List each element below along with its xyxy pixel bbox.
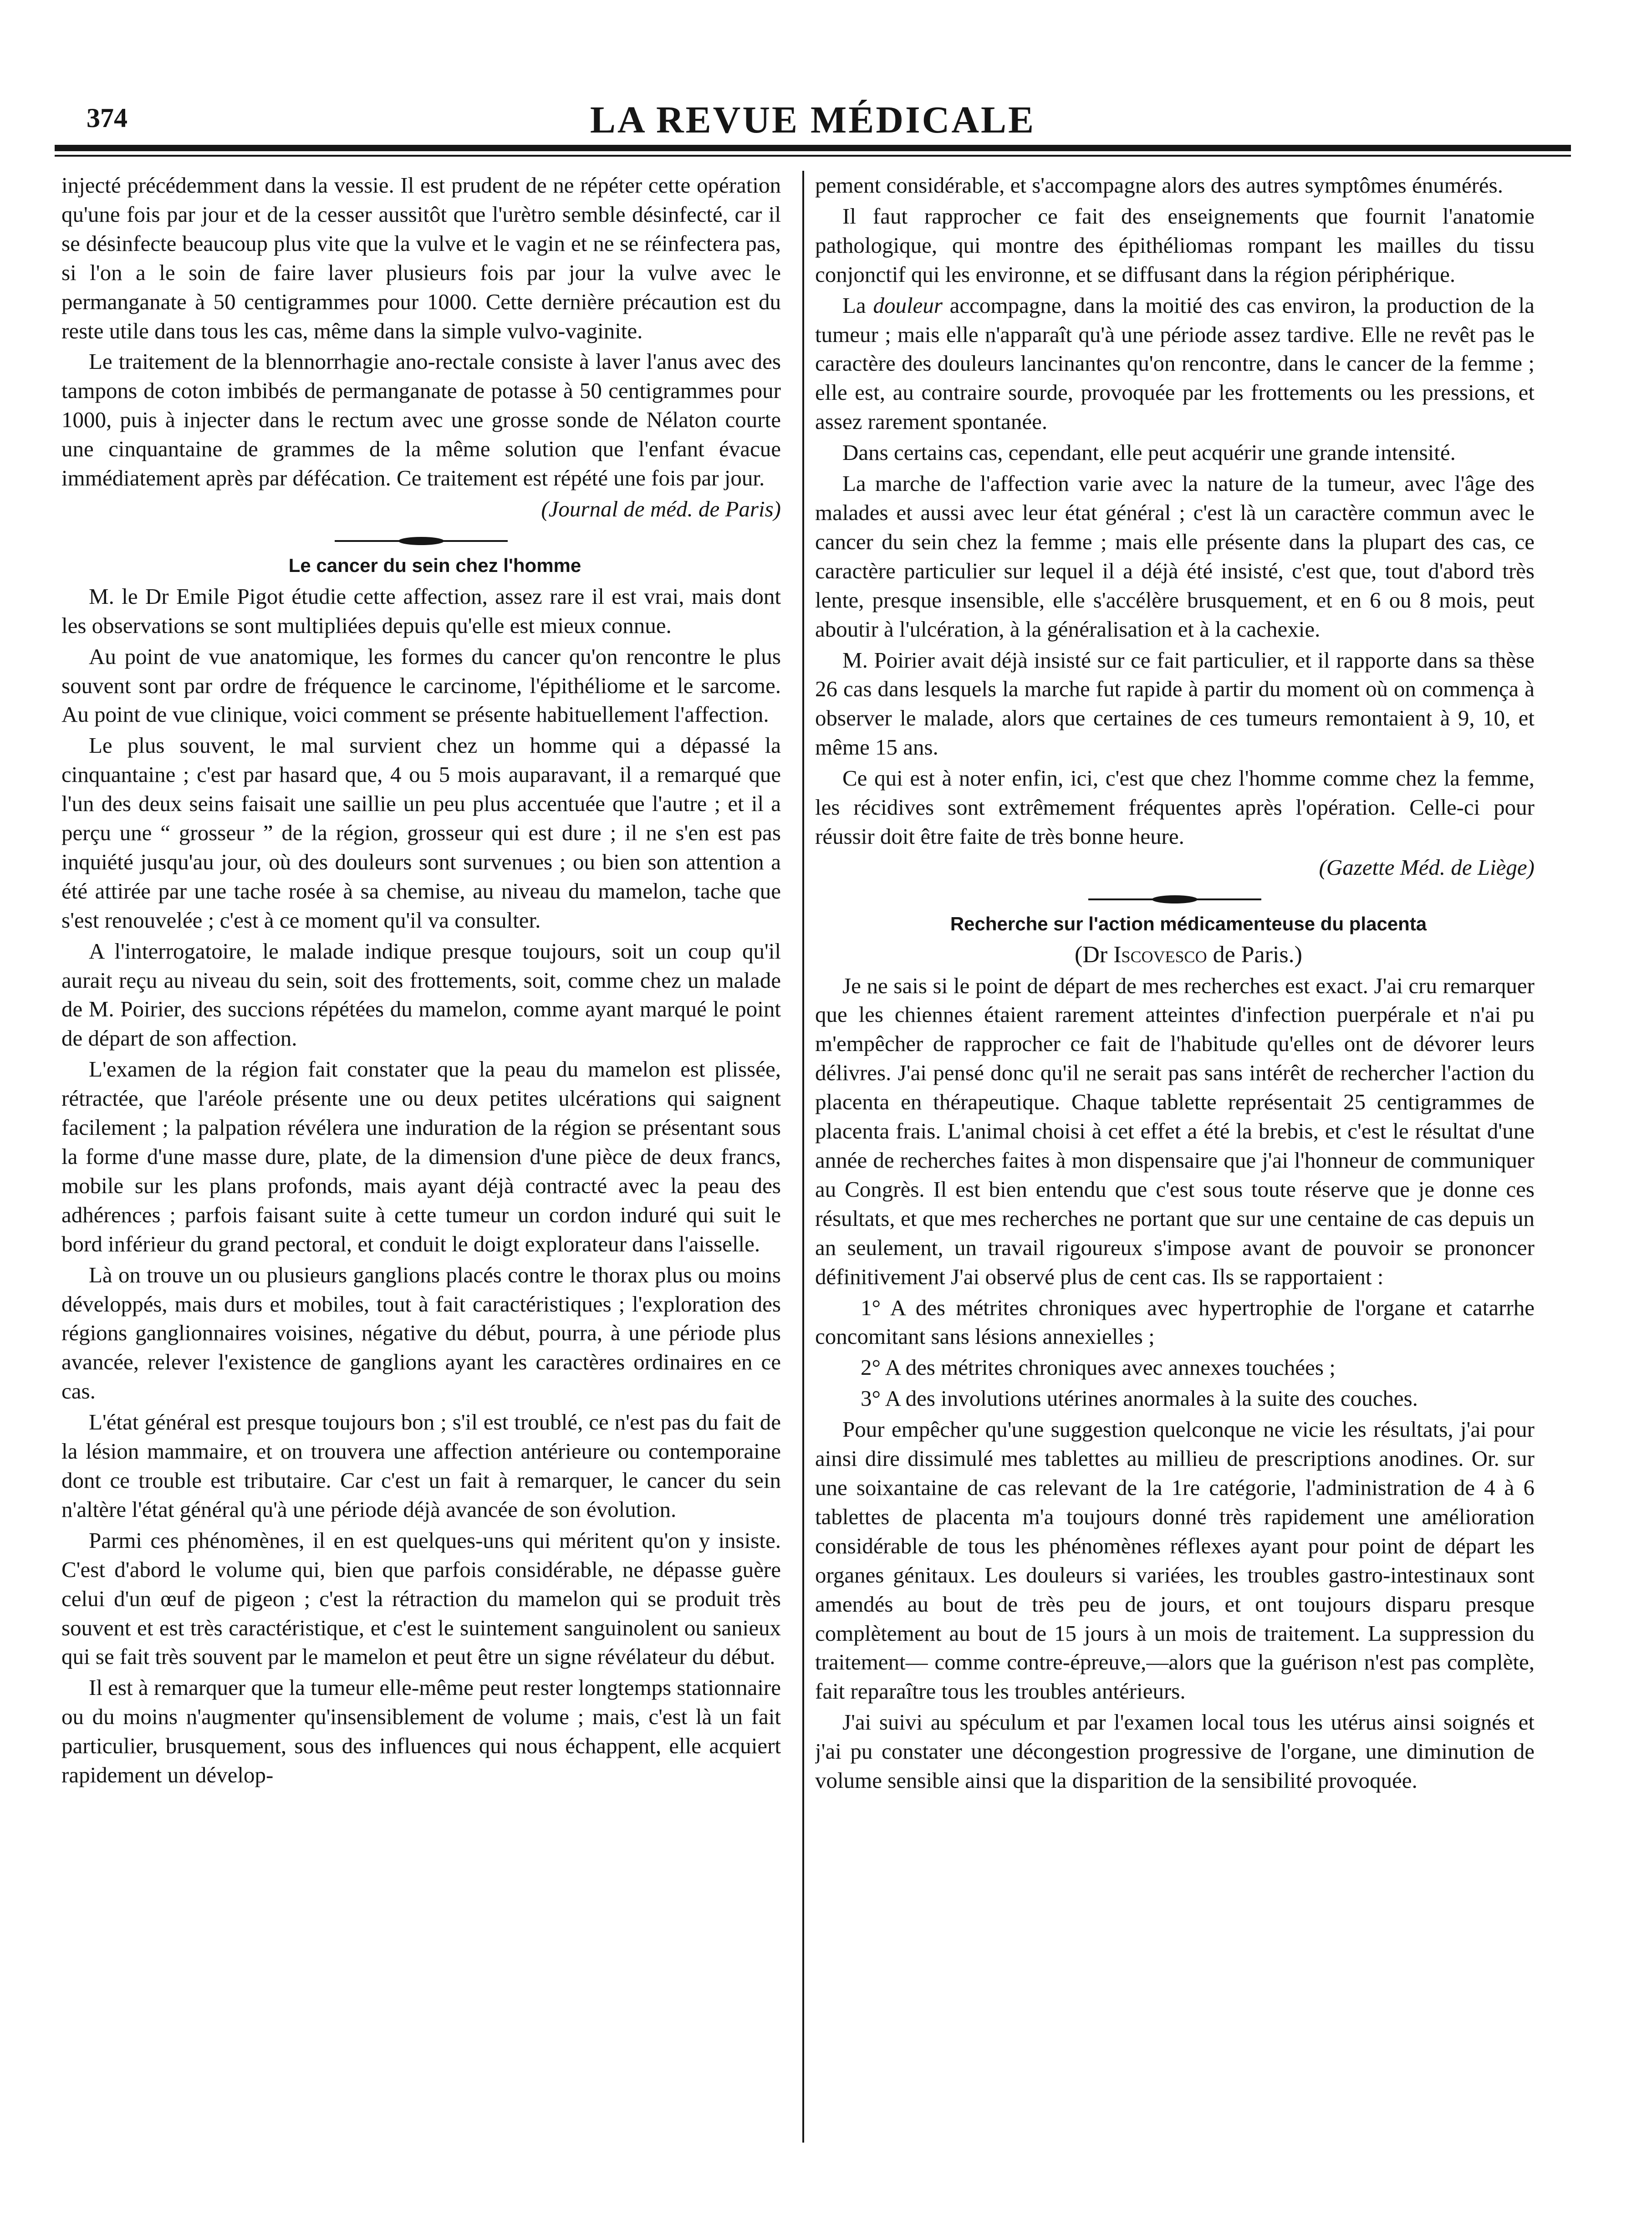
paragraph: Le plus souvent, le mal survient chez un homme qui a dépassé la cinquantaine ; c'est par hasard que, 4 ou 5 mois auparavant, il a remarqué que l'un des deux seins faisait une saillie un peu plus accentuée que l'autre ; et il a perçu une “ grosseur ” de la région, grosseur qui est dure ; il ne s'en est pas inquiété jusqu'au jour, où des douleurs sont survenues ; ou bien son attention a été attirée par une tache rosée à sa chemise, au niveau du mamelon, tache que s'est renouvelée ; c'est à ce moment qu'il va consulter. — [61, 733, 781, 933]
list-item: 2° A des métrites chroniques avec annexes touchées ; — [861, 1355, 1336, 1380]
paragraph: A l'interrogatoire, le malade indique presque toujours, soit un coup qu'il aurait reçu au niveau du sein, soit des frottements, soit, comme chez un malade de M. Poirier, des succions répétées du mamelon, comme ayant marqué le point de départ de son affection. — [61, 938, 781, 1051]
text-run: (Dr — [1075, 941, 1114, 968]
header-rule-thin — [55, 155, 1571, 157]
page-number: 374 — [87, 103, 127, 133]
page-header — [55, 98, 1571, 148]
text-run: accompagne, dans la moitié des cas environ, la production de la tumeur ; mais elle n'apparaît qu'à une période assez tardive. Elle ne revêt pas le caractère des douleurs lancinantes qu'on rencontre, dans le cancer de la femme ; elle est, au contraire sourde, provoquée par les frottements ou les pressions, et assez rarement spontanée. — [815, 292, 1535, 434]
paragraph — [815, 291, 1535, 437]
list-item: 3° A des involutions utérines anormales à la suite des couches. — [861, 1386, 1418, 1411]
section-title: Le cancer du sein chez l'homme — [288, 554, 581, 576]
paragraph: Le traitement de la blennorrhagie ano-rectale consiste à laver l'anus avec des tampons de coton imbibés de permanganate de potasse à 50 centigrammes pour 1000, puis à injecter dans le rectum avec une grosse sonde de Nélaton courte une cinquantaine de grammes de la même solution que l'enfant évacue immédiatement après par défécation. Ce traitement est répété une fois par jour. — [61, 349, 781, 491]
paragraph: J'ai suivi au spéculum et par l'examen local tous les utérus ainsi soignés et j'ai pu constater une décongestion progressive de l'organe, une diminution de volume sensible ainsi que la disparition de la sensibilité provoquée. — [815, 1710, 1535, 1793]
author-line — [815, 940, 1535, 970]
paragraph: L'examen de la région fait constater que la peau du mamelon est plissée, rétractée, que l'aréole présente une ou deux petites ulcérations qui saignent facilement ; la palpation révélera une induration de la région se présentant sous la forme d'une masse dure, plate, de la dimension d'une pièce de deux francs, mobile sur les plans profonds, mais ayant déjà contracté avec la peau des adhérences ; parfois faisant suite à cette tumeur un cordon induré qui suit le bord inférieur du grand pectoral, et conduit le doigt explorateur dans l'aisselle. — [61, 1056, 781, 1256]
paragraph: L'état général est presque toujours bon ; s'il est troublé, ce n'est pas du fait de la lésion mammaire, et on trouvera une affection antérieure ou contemporaine dont ce trouble est tributaire. Car c'est un fait à remarquer, le cancer du sein n'altère l'état général qu'à une période déjà avancée de son évolution. — [61, 1409, 781, 1522]
paragraph: La marche de l'affection varie avec la nature de la tumeur, avec l'âge des malades et aussi avec leur état général ; c'est là un caractère commun avec le cancer du sein chez la femme ; mais elle présente dans la plupart des cas, ce caractère particulier sur lequel il a déjà été insisté, c'est que, tout d'abord très lente, presque insensible, elle s'accélère brusquement, et en 6 ou 8 mois, peut aboutir à l'ulcération, à la généralisation et à la cachexie. — [815, 471, 1535, 642]
paragraph: M. le Dr Emile Pigot étudie cette affection, assez rare il est vrai, mais dont les observations se sont multipliées depuis qu'elle est mieux connue. — [61, 583, 781, 638]
header-rule-thick — [55, 145, 1571, 151]
paragraph: Il est à remarquer que la tumeur elle-même peut rester longtemps stationnaire ou du moins n'augmenter qu'insensiblement de volume ; mais, c'est là un fait particulier, brusquement, sous des influences qui nous échappent, elle acquiert rapidement un dévelop- — [61, 1675, 781, 1788]
text-run: La — [842, 292, 873, 318]
paragraph: Parmi ces phénomènes, il en est quelques-uns qui méritent qu'on y insiste. C'est d'abord le volume qui, bien que parfois considérable, ne dépasse guère celui d'un œuf de pigeon ; c'est la rétraction du mamelon qui se produit très souvent et est très caractéristique, et c'est le suintement sanguinolent ou sanieux qui se fait très souvent par le mamelon et peut être un signe révélateur du début. — [61, 1527, 781, 1669]
text-run: de Paris.) — [1207, 941, 1302, 968]
source-citation: (Journal de méd. de Paris) — [541, 496, 781, 521]
source-citation: (Gazette Méd. de Liège) — [1319, 854, 1535, 880]
right-column — [815, 171, 1535, 2165]
section-title: Recherche sur l'action médicamenteuse du placenta — [950, 913, 1427, 934]
paragraph: pement considérable, et s'accompagne alors des autres symptômes énumérés. — [815, 173, 1503, 198]
journal-title: LA REVUE MÉDICALE — [590, 99, 1036, 141]
left-column — [61, 171, 781, 2165]
column-divider — [802, 171, 804, 2143]
paragraph: Ce qui est à noter enfin, ici, c'est que chez l'homme comme chez la femme, les récidives sont extrêmement fréquentes après l'opération. Celle-ci pour réussir doit être faite de très bonne heure. — [815, 766, 1535, 849]
ornament-rule — [1088, 898, 1261, 900]
paragraph: Il faut rapprocher ce fait des enseignements que fournit l'anatomie pathologique, qui montre des épithéliomas rompant les mailles du tissu conjonctif qui les environne, et se diffusant dans la région périphérique. — [815, 203, 1535, 287]
emphasis: douleur — [873, 292, 943, 318]
author-name: Iscovesco — [1113, 941, 1207, 968]
paragraph: injecté précédemment dans la vessie. Il est prudent de ne répéter cette opération qu'une fois par jour et de la cesser aussitôt que l'urètro semble désinfecté, car il se désinfecte beaucoup plus vite que la vulve et le vagin et ne se réinfectera pas, si l'on a le soin de faire laver plusieurs fois par jour la vulve avec le permanganate à 50 centigrammes pour 1000. Cette dernière précaution est du reste utile dans tous les cas, même dans la simple vulvo-vaginite. — [61, 173, 781, 343]
paragraph: Là on trouve un ou plusieurs ganglions placés contre le thorax plus ou moins développés, mais durs et mobiles, tout à fait caractéristiques ; l'exploration des régions ganglionnaires voisines, négative du début, pourra, à une période plus avancée, relever l'existence de ganglions ayant les caractères ordinaires en ce cas. — [61, 1262, 781, 1404]
paragraph: Pour empêcher qu'une suggestion quelconque ne vicie les résultats, j'ai pour ainsi dire dissimulé mes tablettes au millieu de prescriptions anodines. Or. sur une soixantaine de cas relevant de la 1re catégorie, l'administration de 4 à 6 tablettes de placenta m'a toujours donné très rapidement une amélioration considérable de tous les phénomènes réflexes ayant pour point de départ les organes génitaux. Les douleurs si variées, les troubles gastro-intestinaux sont amendés au bout de très peu de jours, et ont toujours disparu presque complètement au bout de 15 jours à un mois de traitement. La suppression du traitement— comme contre-épreuve,—alors que la guérison n'est pas complète, fait reparaître tous les troubles antérieurs. — [815, 1417, 1535, 1704]
list-item: 1° A des métrites chroniques avec hypertrophie de l'organe et catarrhe concomitant sans lésions annexielles ; — [815, 1295, 1535, 1349]
paragraph: Dans certains cas, cependant, elle peut acquérir une grande intensité. — [842, 440, 1456, 465]
paragraph: M. Poirier avait déjà insisté sur ce fait particulier, et il rapporte dans sa thèse 26 cas dans lesquels la marche fut rapide à partir du moment où on commença à observer le malade, alors que certaines de ces tumeurs remontaient à 9, 10, et même 15 ans. — [815, 647, 1535, 760]
ornament-rule — [335, 540, 508, 542]
paragraph: Je ne sais si le point de départ de mes recherches est exact. J'ai cru remarquer que les chiennes étaient rarement atteintes d'infection puerpérale et n'ai pu m'empêcher de rapprocher ce fait de l'habitude qu'elles ont de dévorer leurs délivres. J'ai pensé donc qu'il ne serait pas sans intérêt de rechercher l'action du placenta en thérapeutique. Chaque tablette représentait 25 centigrammes de placenta frais. L'animal choisi à cet effet a été la brebis, et c'est le résultat d'une année de recherches faites à mon dispensaire que j'ai l'honneur de communiquer au Congrès. Il est bien entendu que c'est sous toute réserve que je donne ces résultats, et que mes recherches ne portant que sur une centaine de cas depuis un an seulement, un travail rigoureux s'impose avant de pouvoir se prononcer définitivement J'ai observé plus de cent cas. Ils se rapportaient : — [815, 973, 1535, 1289]
paragraph: Au point de vue anatomique, les formes du cancer qu'on rencontre le plus souvent sont par ordre de fréquence le carcinome, l'épithéliome et le sarcome. Au point de vue clinique, voici comment se présente habituellement l'affection. — [61, 643, 781, 727]
